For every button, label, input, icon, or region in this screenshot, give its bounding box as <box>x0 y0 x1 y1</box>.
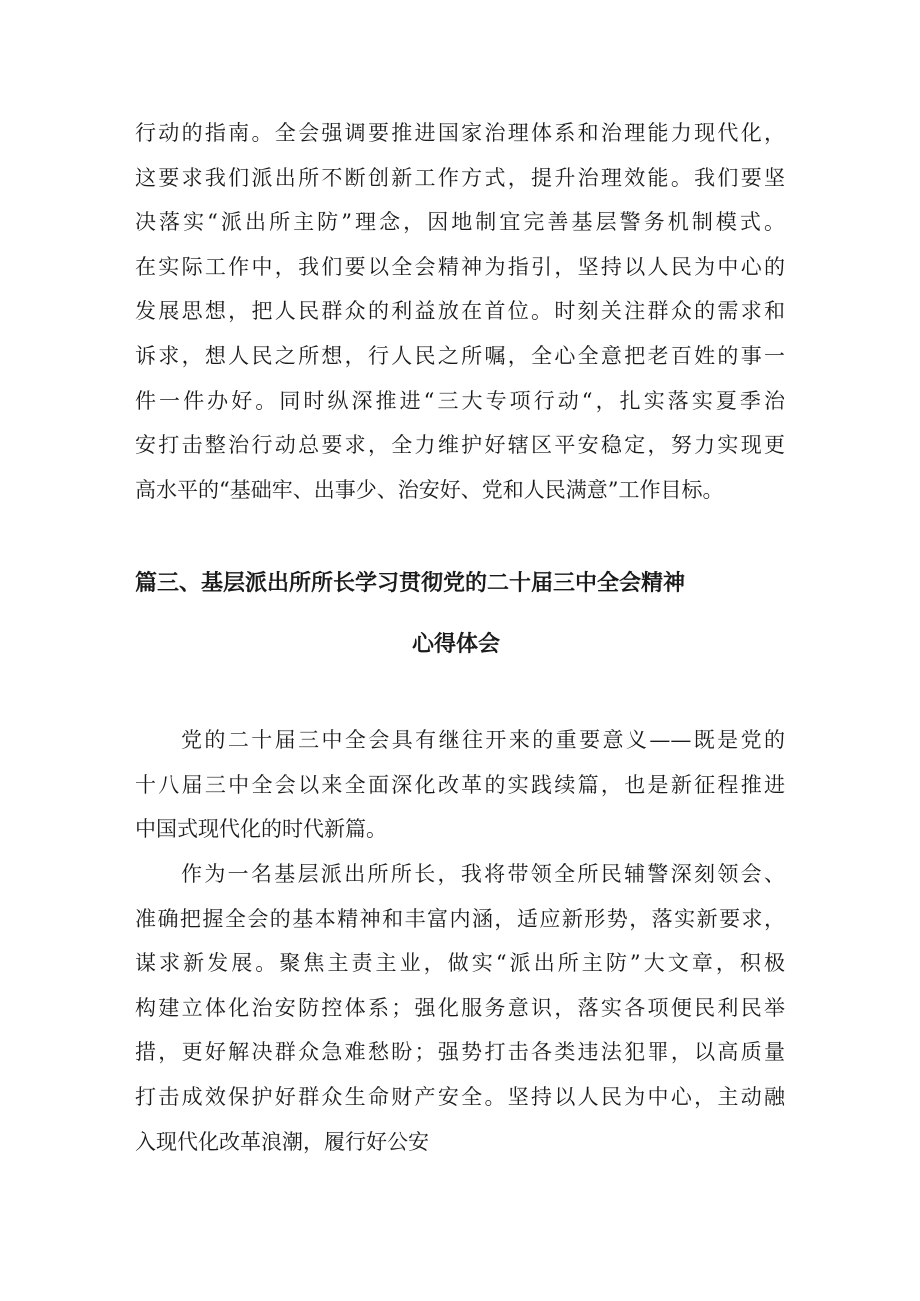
text-line: 中国式现代化的时代新篇。 <box>135 817 387 842</box>
section-heading-line1: 篇三、基层派出所所长学习贯彻党的二十届三中全会精神 <box>135 571 686 596</box>
text-line: 高水平的“基础牢、出事少、治安好、党和人民满意”工作目标。 <box>135 477 724 502</box>
text-line: 党的二十届三中全会具有继往开来的重要意义——既是党的 <box>181 728 785 752</box>
text-line: 措，更好解决群众急难愁盼；强势打击各类违法犯罪，以高质量 <box>135 1040 785 1065</box>
text-line: 谋求新发展。聚焦主责主业，做实“派出所主防”大文章，积极 <box>135 951 785 976</box>
text-line: 安打击整治行动总要求，全力维护好辖区平安稳定，努力实现更 <box>135 433 785 458</box>
text-line: 准确把握全会的基本精神和丰富内涵，适应新形势，落实新要求， <box>135 906 785 931</box>
text-line: 在实际工作中，我们要以全会精神为指引，坚持以人民为中心的 <box>135 254 785 279</box>
text-line: 构建立体化治安防控体系；强化服务意识，落实各项便民利民举 <box>135 995 785 1020</box>
text-line: 作为一名基层派出所所长，我将带领全所民辅警深刻领会、 <box>181 862 785 886</box>
text-line: 行动的指南。全会强调要推进国家治理体系和治理能力现代化， <box>135 121 785 145</box>
text-line: 件一件办好。同时纵深推进“三大专项行动“，扎实落实夏季治 <box>135 388 785 413</box>
paragraph-intro <box>135 718 785 852</box>
text-line: 这要求我们派出所不断创新工作方式，提升治理效能。我们要坚 <box>135 165 785 190</box>
paragraph-top <box>135 111 785 512</box>
text-line: 决落实“派出所主防”理念，因地制宜完善基层警务机制模式。 <box>135 210 785 235</box>
section-heading-line2: 心得体会 <box>412 632 501 657</box>
text-line: 打击成效保护好群众生命财产安全。坚持以人民为中心，主动融 <box>135 1084 785 1109</box>
text-line: 诉求，想人民之所想，行人民之所嘱，全心全意把老百姓的事一 <box>135 343 785 368</box>
text-line: 十八届三中全会以来全面深化改革的实践续篇，也是新征程推进 <box>135 772 785 797</box>
text-line: 入现代化改革浪潮，履行好公安 <box>135 1129 429 1154</box>
paragraph-body <box>135 852 785 1164</box>
text-line: 发展思想，把人民群众的利益放在首位。时刻关注群众的需求和 <box>135 299 785 324</box>
